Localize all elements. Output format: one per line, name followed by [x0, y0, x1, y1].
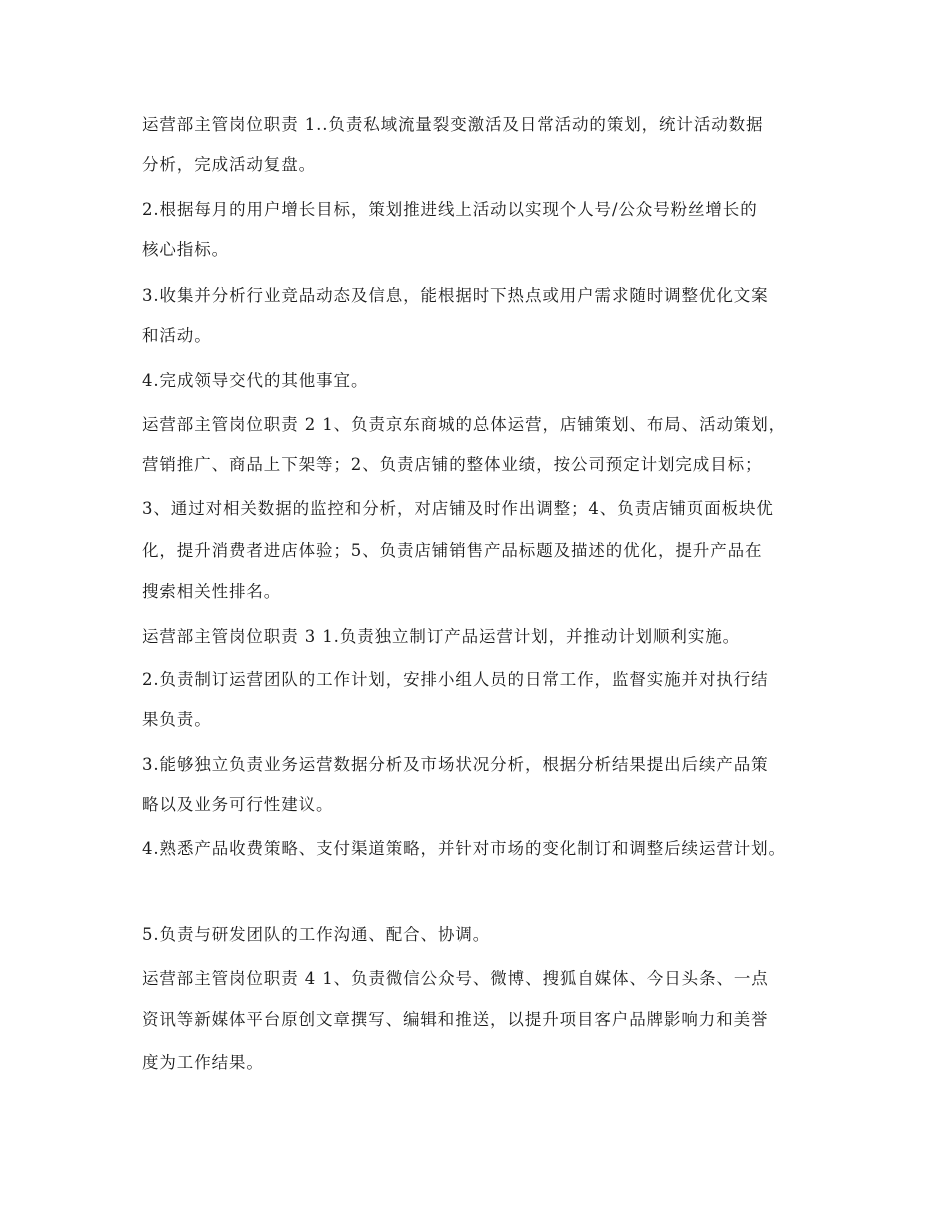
text-line: 核心指标。 — [142, 240, 229, 259]
text-line: 4.熟悉产品收费策略、支付渠道策略，并针对市场的变化制订和调整后续运营计划。 — [142, 839, 786, 858]
text-line: 果负责。 — [142, 710, 212, 729]
text-line: 3、通过对相关数据的监控和分析，对店铺及时作出调整；4、负责店铺页面板块优 — [142, 499, 774, 518]
text-line: 5.负责与研发团队的工作沟通、配合、协调。 — [142, 925, 491, 944]
text-line: 4.完成领导交代的其他事宜。 — [142, 371, 369, 390]
text-line: 3.收集并分析行业竞品动态及信息，能根据时下热点或用户需求随时调整优化文案 — [142, 286, 769, 305]
text-line: 2.根据每月的用户增长目标，策划推进线上活动以实现个人号/公众号粉丝增长的 — [142, 200, 758, 219]
text-line: 运营部主管岗位职责 1..负责私域流量裂变激活及日常活动的策划，统计活动数据 — [142, 115, 764, 134]
text-line: 资讯等新媒体平台原创文章撰写、编辑和推送，以提升项目客户品牌影响力和美誉 — [142, 1010, 769, 1029]
text-line: 运营部主管岗位职责 3 1.负责独立制订产品运营计划，并推动计划顺利实施。 — [142, 627, 741, 646]
text-line: 和活动。 — [142, 326, 212, 345]
text-line: 分析，完成活动复盘。 — [142, 155, 316, 174]
text-line: 略以及业务可行性建议。 — [142, 795, 334, 814]
text-line: 营销推广、商品上下架等；2、负责店铺的整体业绩，按公司预定计划完成目标； — [142, 455, 763, 474]
text-line: 搜索相关性排名。 — [142, 582, 282, 601]
text-line: 3.能够独立负责业务运营数据分析及市场状况分析，根据分析结果提出后续产品策 — [142, 755, 769, 774]
text-line: 运营部主管岗位职责 4 1、负责微信公众号、微博、搜狐自媒体、今日头条、一点 — [142, 969, 769, 988]
text-line: 2.负责制订运营团队的工作计划，安排小组人员的日常工作，监督实施并对执行结 — [142, 670, 769, 689]
text-line: 度为工作结果。 — [142, 1053, 264, 1072]
text-line: 运营部主管岗位职责 2 1、负责京东商城的总体运营，店铺策划、布局、活动策划， — [142, 415, 787, 434]
text-line: 化，提升消费者进店体验；5、负责店铺销售产品标题及描述的优化，提升产品在 — [142, 541, 763, 560]
